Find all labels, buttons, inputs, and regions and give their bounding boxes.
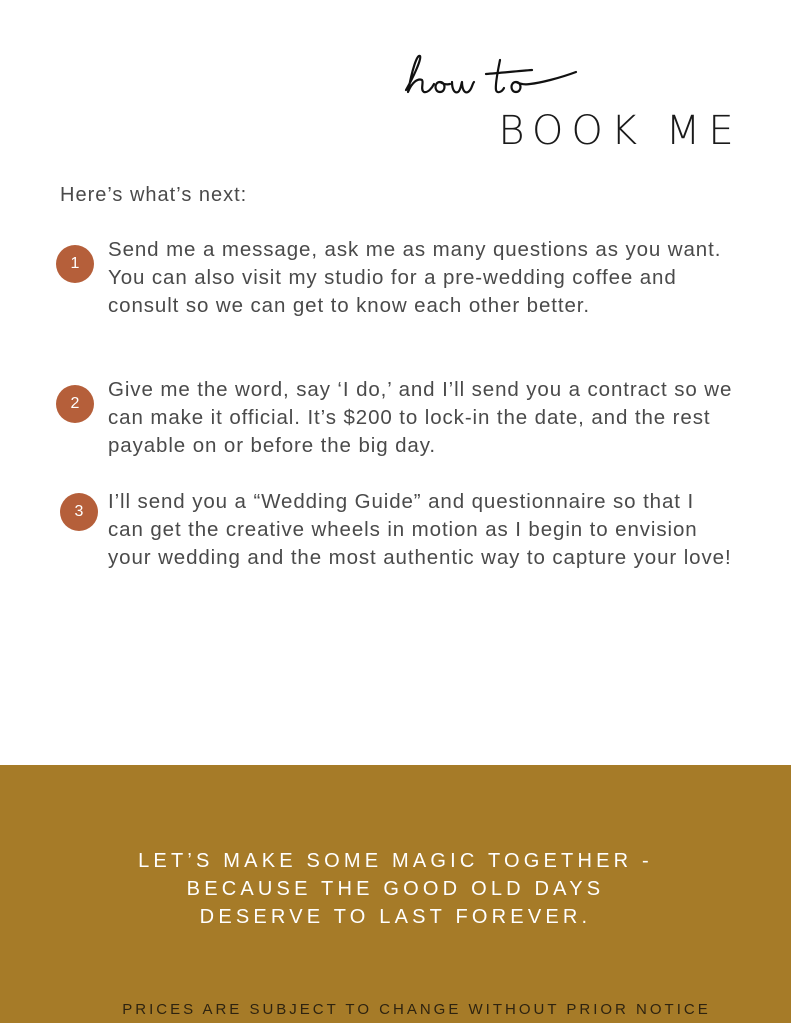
step-number-badge: 2 bbox=[56, 385, 94, 423]
script-heading bbox=[400, 48, 590, 108]
intro-text: Here’s what’s next: bbox=[60, 184, 248, 206]
tagline-line: DESERVE TO LAST FOREVER. bbox=[199, 906, 592, 928]
tagline-line: BECAUSE THE GOOD OLD DAYS bbox=[186, 878, 605, 900]
step-text: Send me a message, ask me as many questions as you want. You can also visit my studio for a pre-wedding coffee and consult so we can get to know each other better. bbox=[108, 238, 722, 317]
footer-banner bbox=[0, 765, 791, 1023]
step-text: I’ll send you a “Wedding Guide” and questionnaire so that I can get the creative wheels in motion as I begin to envision your wedding and the most authentic way to capture your love! bbox=[108, 490, 732, 569]
tagline-line: LET’S MAKE SOME MAGIC TOGETHER - bbox=[138, 850, 653, 872]
page-title: BOOK ME bbox=[498, 108, 742, 154]
step-number-badge: 1 bbox=[56, 245, 94, 283]
banner-tagline bbox=[0, 847, 791, 931]
step-number-badge: 3 bbox=[60, 493, 98, 531]
step-text: Give me the word, say ‘I do,’ and I’ll send you a contract so we can make it official. It’s $200 to lock-in the date, and the rest payable on or before the big day. bbox=[108, 378, 733, 457]
script-heading-how-to bbox=[400, 48, 590, 108]
price-notice: PRICES ARE SUBJECT TO CHANGE WITHOUT PRIOR NOTICE bbox=[122, 1001, 711, 1018]
